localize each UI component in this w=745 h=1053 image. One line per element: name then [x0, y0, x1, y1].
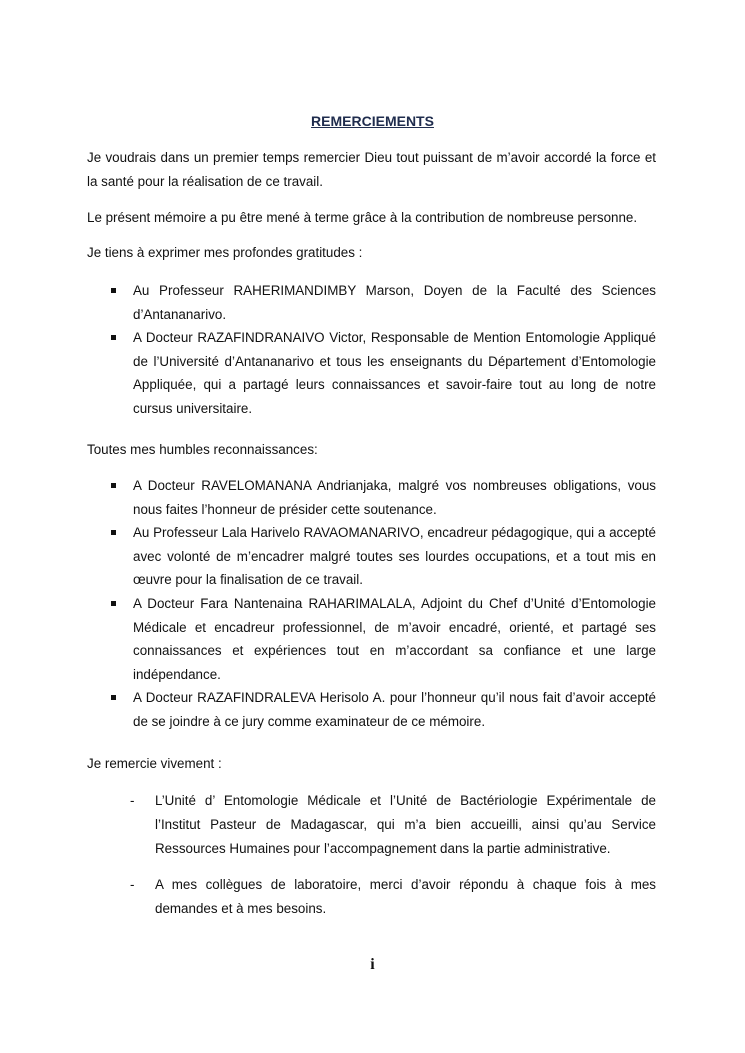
list-item	[0, 326, 656, 420]
list-item	[0, 279, 656, 326]
page-title: REMERCIEMENTS	[311, 113, 434, 129]
intro-paragraph-2: Le présent mémoire a pu être mené à terme grâce à la contribution de nombreuse personne.	[87, 210, 638, 225]
list-item	[0, 521, 656, 592]
remercie-heading: Je remercie vivement :	[87, 756, 222, 771]
square-bullet-icon	[111, 695, 116, 700]
square-bullet-icon	[111, 601, 116, 606]
list-item-text: A Docteur RAZAFINDRALEVA Herisolo A. pour l’honneur qu’il nous fait d’avoir accepté de se joindre à ce jury comme examinateur de ce mémoire.	[133, 690, 656, 729]
page-number: i	[370, 956, 375, 973]
dash-bullet-icon: -	[130, 793, 135, 808]
intro-paragraph-3: Je tiens à exprimer mes profondes gratitudes :	[87, 245, 363, 260]
list-item-text: A mes collègues de laboratoire, merci d’avoir répondu à chaque fois à mes demandes et à mes besoins.	[155, 877, 656, 916]
square-bullet-icon	[111, 335, 116, 340]
list-item-text: A Docteur RAVELOMANANA Andrianjaka, malgré vos nombreuses obligations, vous nous faites l’honneur de présider cette soutenance.	[133, 478, 656, 517]
list-item	[0, 789, 656, 861]
list-item-text: Au Professeur RAHERIMANDIMBY Marson, Doyen de la Faculté des Sciences d’Antananarivo.	[133, 283, 656, 322]
list-item-text: Au Professeur Lala Harivelo RAVAOMANARIVO, encadreur pédagogique, qui a accepté avec volonté de m’encadrer malgré toutes ses lourdes occupations, et a tout mis en œuvre pour la finalisation de ce travail.	[133, 525, 656, 588]
reconnaissances-heading: Toutes mes humbles reconnaissances:	[87, 442, 318, 457]
square-bullet-icon	[111, 288, 116, 293]
dash-bullet-icon: -	[130, 877, 135, 892]
remercie-list	[0, 789, 745, 921]
list-item	[0, 474, 656, 521]
list-item	[0, 592, 656, 686]
list-item	[0, 686, 656, 733]
intro-paragraph-1: Je voudrais dans un premier temps remercier Dieu tout puissant de m’avoir accordé la force et la santé pour la réalisation de ce travail.	[87, 150, 656, 189]
list-item	[0, 873, 656, 921]
square-bullet-icon	[111, 483, 116, 488]
gratitudes-list	[0, 279, 745, 421]
list-item-text: A Docteur RAZAFINDRANAIVO Victor, Responsable de Mention Entomologie Appliqué de l’Université d’Antananarivo et tous les enseignants du Département d’Entomologie Appliquée, qui a partagé leurs connaissances et savoir-faire tout au long de notre cursus universitaire.	[133, 330, 656, 416]
reconnaissances-list	[0, 474, 745, 734]
list-item-text: A Docteur Fara Nantenaina RAHARIMALALA, Adjoint du Chef d’Unité d’Entomologie Médicale et encadreur professionnel, de m’avoir encadré, orienté, et partagé ses connaissances et expériences tout en m’accordant sa confiance et une large indépendance.	[133, 595, 656, 682]
square-bullet-icon	[111, 530, 116, 535]
list-item-text: L’Unité d’ Entomologie Médicale et l’Unité de Bactériologie Expérimentale de l’Institut Pasteur de Madagascar, qui m’a bien accueilli, ainsi qu’au Service Ressources Humaines pour l’accompagnement dans la partie administrative.	[155, 793, 656, 856]
